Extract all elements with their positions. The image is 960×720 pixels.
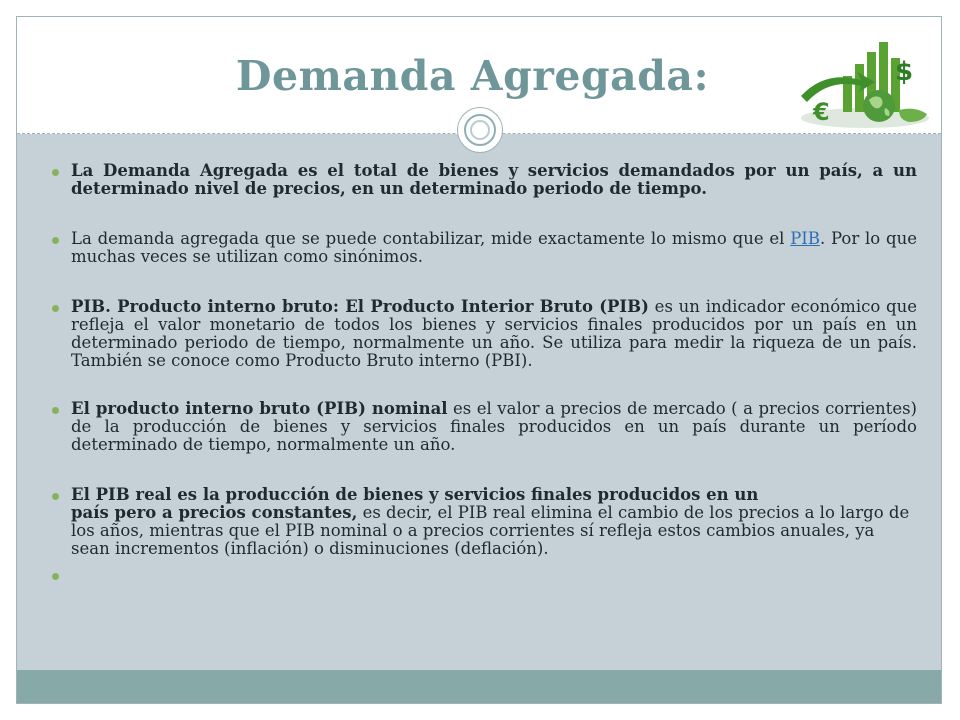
list-item xyxy=(52,486,917,558)
footer-bar xyxy=(17,670,941,703)
bullet-list xyxy=(52,162,917,584)
bullet-2-text-after: . Por lo que muchas veces se utilizan como sinónimos. xyxy=(71,229,917,266)
pib-link[interactable]: PIB xyxy=(790,229,820,248)
list-item xyxy=(52,162,917,198)
bullet-2-text-before: La demanda agregada que se puede contabilizar, mide exactamente lo mismo que el xyxy=(71,229,791,248)
bullet-3-text: es un indicador económico que refleja el valor monetario de todos los bienes y servicios finales producidos por un país en un determinado periodo de tiempo, normalmente un año. Se utiliza para medir la riqueza de un país. También se conoce como Producto Bruto interno (PBI). xyxy=(71,297,917,370)
bullet-4-text: es el valor a precios de mercado ( a precios corrientes) de la producción de bienes y servicios finales producidos en un país durante un período determinado de tiempo, normalmente un año. xyxy=(71,399,917,454)
bullet-4-bold: El producto interno bruto (PIB) nominal xyxy=(71,399,448,418)
list-item xyxy=(52,298,917,370)
divider-ring-ornament xyxy=(458,108,502,152)
list-item-empty xyxy=(52,566,917,584)
bullet-5-text: es decir, el PIB real elimina el cambio de los precios a lo largo de los años, mientras que el PIB nominal o a precios corrientes sí refleja estos cambios anuales, ya sean incrementos (inflación) o disminuciones (deflación). xyxy=(71,503,910,558)
bullet-3-bold: PIB. Producto interno bruto: El Producto Interior Bruto (PIB) xyxy=(71,297,649,316)
ring-inner xyxy=(470,120,490,140)
bullet-5-bold-line2: país pero a precios constantes, xyxy=(71,503,358,522)
list-item xyxy=(52,230,917,266)
logo-dollar: $ xyxy=(895,57,914,87)
ring-outer xyxy=(464,114,496,146)
economy-globe-chart-icon xyxy=(795,36,935,136)
list-item xyxy=(52,400,917,454)
logo-euro: € xyxy=(813,98,830,126)
bullet-5-bold-line1: El PIB real es la producción de bienes y servicios finales producidos en un xyxy=(71,485,759,504)
bullet-1-bold: La Demanda Agregada es el total de bienes y servicios demandados por un país, a un determinado nivel de precios, en un determinado periodo de tiempo. xyxy=(71,161,917,198)
slide-title: Demanda Agregada: xyxy=(235,52,710,100)
